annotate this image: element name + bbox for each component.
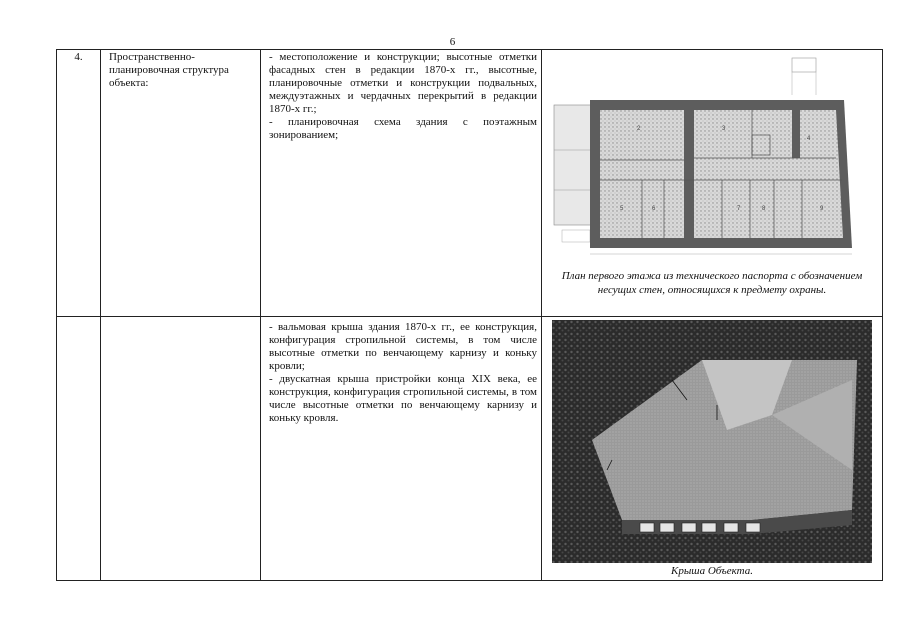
svg-text:3: 3 bbox=[722, 126, 726, 132]
roof-photo-caption: Крыша Объекта. bbox=[671, 565, 753, 577]
page-number: 6 bbox=[449, 36, 456, 48]
svg-text:8: 8 bbox=[762, 206, 766, 212]
floor-plan-figure bbox=[542, 50, 882, 315]
row-number bbox=[57, 317, 101, 581]
svg-text:9: 9 bbox=[820, 206, 824, 212]
floor-plan-caption: План первого этажа из технического паспорта с обозначением несущих стен, относящихся к предмету охраны. bbox=[561, 270, 863, 296]
description-item: - местоположение и конструкции; высотные отметки фасадных стен в редакции 1870-х гг., высотные, планировочные отметки и конструкции подвальных, междуэтажных и чердачных перекрытий в редакции 1870-х гг.; bbox=[269, 51, 537, 115]
roof-photo-figure bbox=[542, 317, 882, 565]
floor-plan-image bbox=[552, 50, 872, 260]
description-item: - планировочная схема здания с поэтажным зонированием; bbox=[269, 115, 537, 141]
row-title bbox=[101, 317, 261, 581]
svg-text:2: 2 bbox=[637, 126, 641, 132]
row-description bbox=[261, 50, 542, 317]
svg-text:5: 5 bbox=[620, 206, 624, 212]
svg-text:4: 4 bbox=[807, 136, 811, 142]
svg-text:6: 6 bbox=[652, 206, 656, 212]
row-description bbox=[261, 317, 542, 581]
table-row bbox=[57, 317, 883, 581]
row-number: 4. bbox=[57, 50, 101, 317]
table-row bbox=[57, 50, 883, 317]
description-item: - вальмовая крыша здания 1870-х гг., ее конструкция, конфигурация стропильной системы, в том числе высотные отметки по венчающему карнизу и коньку кровли; bbox=[269, 321, 537, 372]
roof-photo-image bbox=[552, 320, 872, 563]
svg-text:7: 7 bbox=[737, 206, 741, 212]
row-title: Пространственно-планировочная структура объекта: bbox=[101, 50, 261, 317]
heritage-table bbox=[56, 49, 883, 581]
image-cell bbox=[542, 317, 883, 581]
image-cell bbox=[542, 50, 883, 317]
description-item: - двускатная крыша пристройки конца XIX века, ее конструкция, конфигурация стропильной системы, в том числе высотные отметки по венчающему карнизу и коньку кровля. bbox=[269, 372, 537, 424]
